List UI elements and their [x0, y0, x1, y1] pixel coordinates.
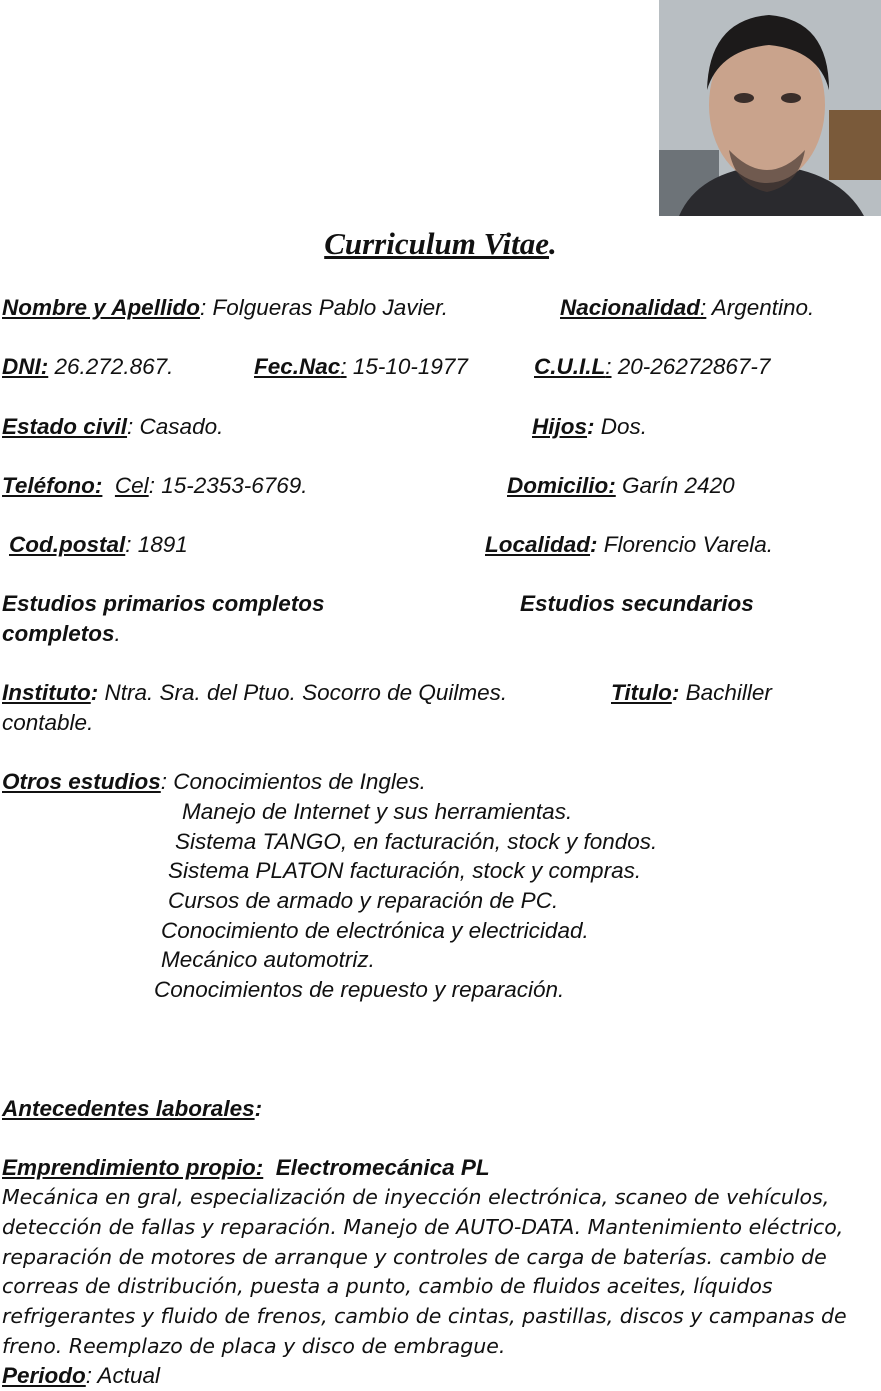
- phone-cel-label: Cel: [114, 473, 149, 498]
- page-title: Curriculum Vitae.: [324, 226, 557, 261]
- postal-value: : 1891: [125, 532, 188, 557]
- degree-label: Titulo: [611, 680, 672, 705]
- other-study-item: Conocimientos de repuesto y reparación.: [154, 977, 565, 1002]
- job-name: Electromecánica PL: [263, 1155, 490, 1180]
- dni-row: [2, 352, 173, 382]
- birthdate-value: 15-10-1977: [346, 354, 468, 379]
- postal-row: [9, 530, 188, 560]
- degree-row: Titulo: Bachiller: [611, 680, 772, 705]
- other-study-item: Cursos de armado y reparación de PC.: [168, 888, 559, 913]
- secondary-studies-cont: completos.: [2, 621, 121, 646]
- phone-value: : 15-2353-6769.: [148, 473, 308, 498]
- nationality-value: Argentino.: [706, 295, 815, 320]
- profile-photo: [659, 0, 881, 216]
- other-studies-first: : Conocimientos de Ingles.: [160, 769, 426, 794]
- work-section-heading: Antecedentes laborales:: [2, 1096, 263, 1121]
- institute-row: Instituto: Ntra. Sra. del Ptuo. Socorro de Quilmes.: [2, 680, 508, 705]
- period-row: [2, 1361, 160, 1391]
- city-row: Localidad: Florencio Varela.: [485, 532, 774, 557]
- other-study-item: Sistema PLATON facturación, stock y compras.: [168, 858, 642, 883]
- address-value: Garín 2420: [615, 473, 735, 498]
- address-row: [507, 471, 735, 501]
- civil-status-value: : Casado.: [127, 414, 224, 439]
- primary-studies: Estudios primarios completos: [2, 591, 325, 616]
- city-label: Localidad: [485, 532, 591, 557]
- birthdate-label: Fec.Nac: [254, 354, 341, 379]
- city-value: Florencio Varela.: [597, 532, 774, 557]
- other-study-item: Sistema TANGO, en facturación, stock y fondos.: [175, 829, 658, 854]
- address-label: Domicilio:: [507, 473, 616, 498]
- name-value: : Folgueras Pablo Javier.: [199, 295, 448, 320]
- name-row: [2, 293, 448, 323]
- civil-status-row: [2, 412, 223, 442]
- children-label: Hijos: [532, 414, 588, 439]
- children-value: Dos.: [594, 414, 648, 439]
- children-row: Hijos: Dos.: [532, 414, 648, 439]
- postal-label: Cod.postal: [9, 532, 126, 557]
- period-value: : Actual: [85, 1363, 160, 1388]
- other-studies-row: [2, 767, 426, 797]
- other-study-item: Conocimiento de electrónica y electricidad.: [161, 918, 589, 943]
- other-study-item: Mecánico automotriz.: [161, 947, 375, 972]
- birthdate-row: Fec.Nac: 15-10-1977: [254, 354, 468, 379]
- job-description: Mecánica en gral, especialización de inyección electrónica, scaneo de vehículos, detección de fallas y reparación. Manejo de AUTO-DATA. Mantenimiento eléctrico, reparación de motores de arranque y controles de carga de baterías. cambio de correas de distribución, puesta a punto, cambio de fluidos aceites, líquidos refrigerantes y fluido de frenos, cambio de cintas, pastillas, discos y campanas de freno. Reemplazo de placa y disco de embrague.: [2, 1185, 847, 1358]
- name-label: Nombre y Apellido: [2, 295, 200, 320]
- dni-value: 26.272.867.: [48, 354, 174, 379]
- job-row: [2, 1153, 490, 1183]
- cuil-value: 20-26272867-7: [611, 354, 771, 379]
- degree-value: Bachiller: [679, 680, 772, 705]
- phone-row: [2, 471, 308, 501]
- job-label: Emprendimiento propio:: [2, 1155, 264, 1180]
- nationality-row: Nacionalidad: Argentino.: [560, 295, 815, 320]
- other-studies-label: Otros estudios: [2, 769, 161, 794]
- institute-label: Instituto: [2, 680, 91, 705]
- cuil-row: C.U.I.L: 20-26272867-7: [534, 354, 771, 379]
- period-label: Periodo: [2, 1363, 86, 1388]
- institute-value: Ntra. Sra. del Ptuo. Socorro de Quilmes.: [98, 680, 508, 705]
- other-study-item: Manejo de Internet y sus herramientas.: [182, 799, 573, 824]
- portrait-image: [659, 0, 881, 216]
- civil-status-label: Estado civil: [2, 414, 128, 439]
- dni-label: DNI:: [2, 354, 49, 379]
- degree-value-cont: contable.: [2, 710, 94, 735]
- cuil-label: C.U.I.L: [534, 354, 606, 379]
- nationality-label: Nacionalidad: [560, 295, 701, 320]
- secondary-studies: Estudios secundarios: [520, 591, 754, 616]
- phone-label: Teléfono:: [2, 473, 103, 498]
